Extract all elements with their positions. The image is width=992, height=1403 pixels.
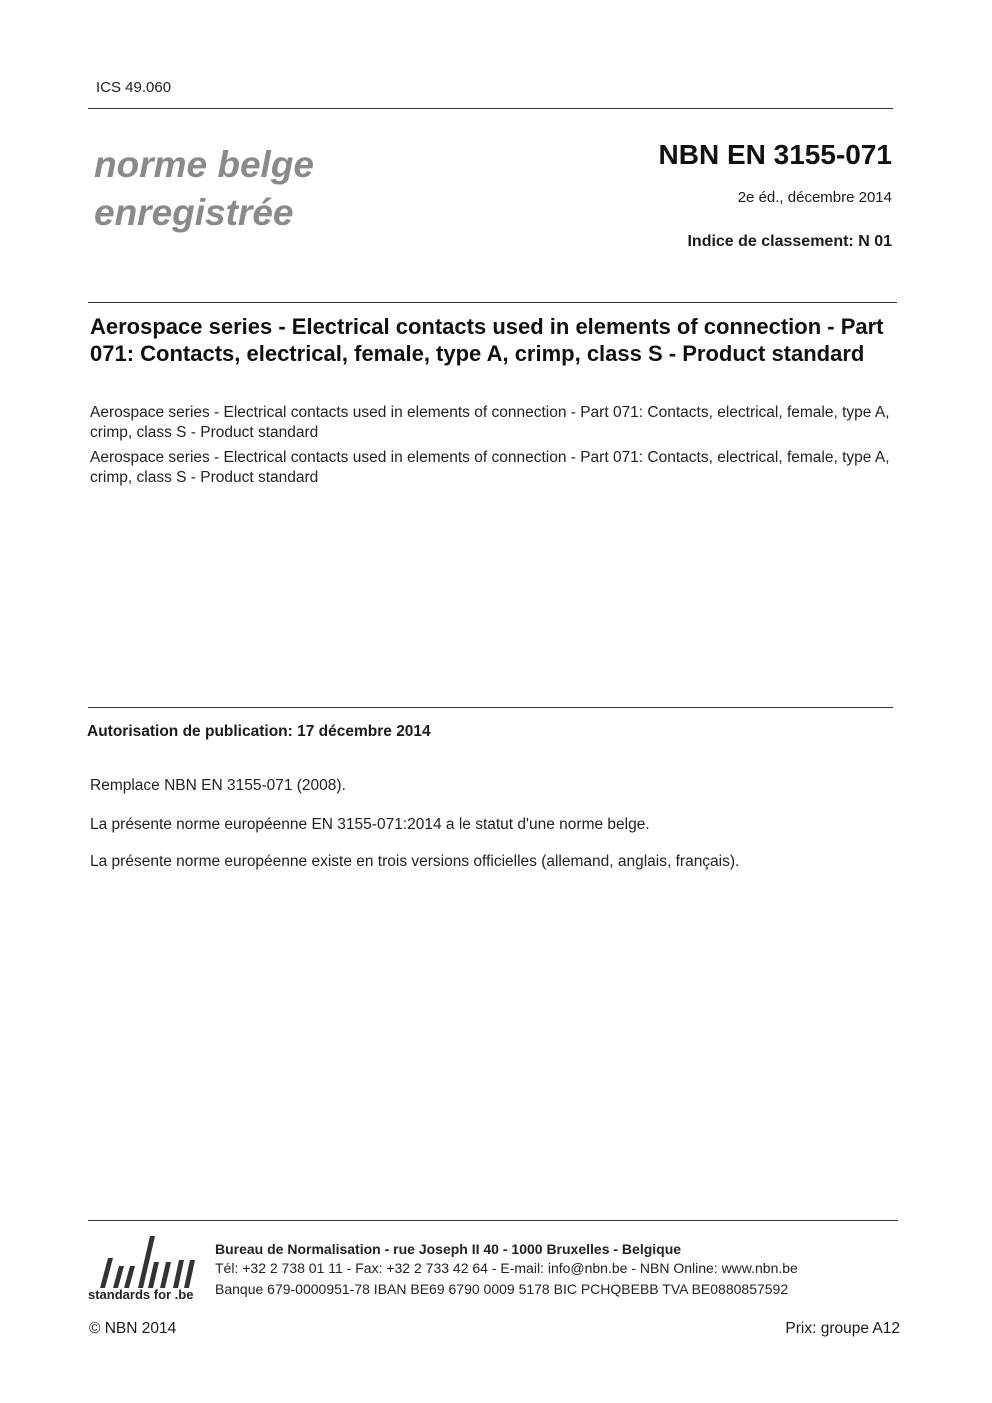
brand-line-1: norme belge xyxy=(94,144,314,185)
status-note: La présente norme européenne EN 3155-071:2014 a le statut d'une norme belge. xyxy=(90,816,650,833)
title-divider xyxy=(88,302,897,303)
ics-code: ICS 49.060 xyxy=(96,79,172,96)
document-number: NBN EN 3155-071 xyxy=(658,139,892,170)
price-group: Prix: groupe A12 xyxy=(785,1320,900,1337)
versions-note: La présente norme européenne existe en trois versions officielles (allemand, anglais, français). xyxy=(90,853,740,870)
brand-line-2: enregistrée xyxy=(94,192,294,233)
brand-title xyxy=(94,141,314,237)
replaces-note: Remplace NBN EN 3155-071 (2008). xyxy=(90,777,346,794)
classification-index: Indice de classement: N 01 xyxy=(687,233,892,250)
header-divider xyxy=(88,108,893,109)
document-title: Aerospace series - Electrical contacts used in elements of connection - Part 071: Contacts, electrical, female, type A, crimp, class S - Product standard xyxy=(90,314,884,366)
copyright: © NBN 2014 xyxy=(89,1320,177,1337)
footer-contact: Tél: +32 2 738 01 11 - Fax: +32 2 733 42 64 - E-mail: info@nbn.be - NBN Online: www.nbn.be xyxy=(215,1260,798,1276)
footer-divider xyxy=(88,1220,898,1221)
publication-divider xyxy=(88,707,893,708)
publication-authorisation: Autorisation de publication: 17 décembre 2014 xyxy=(87,723,431,740)
footer-bank: Banque 679-0000951-78 IBAN BE69 6790 0009 5178 BIC PCHQBEBB TVA BE0880857592 xyxy=(215,1281,789,1297)
document-title-alt-2: Aerospace series - Electrical contacts used in elements of connection - Part 071: Contacts, electrical, female, type A, crimp, class S - Product standard xyxy=(90,449,890,486)
edition-date: 2e éd., décembre 2014 xyxy=(737,189,892,206)
footer-address: Bureau de Normalisation - rue Joseph II 40 - 1000 Bruxelles - Belgique xyxy=(215,1241,682,1257)
document-title-alt-1: Aerospace series - Electrical contacts used in elements of connection - Part 071: Contacts, electrical, female, type A, crimp, class S - Product standard xyxy=(90,404,890,441)
logo-tagline: standards for .be xyxy=(88,1287,194,1302)
